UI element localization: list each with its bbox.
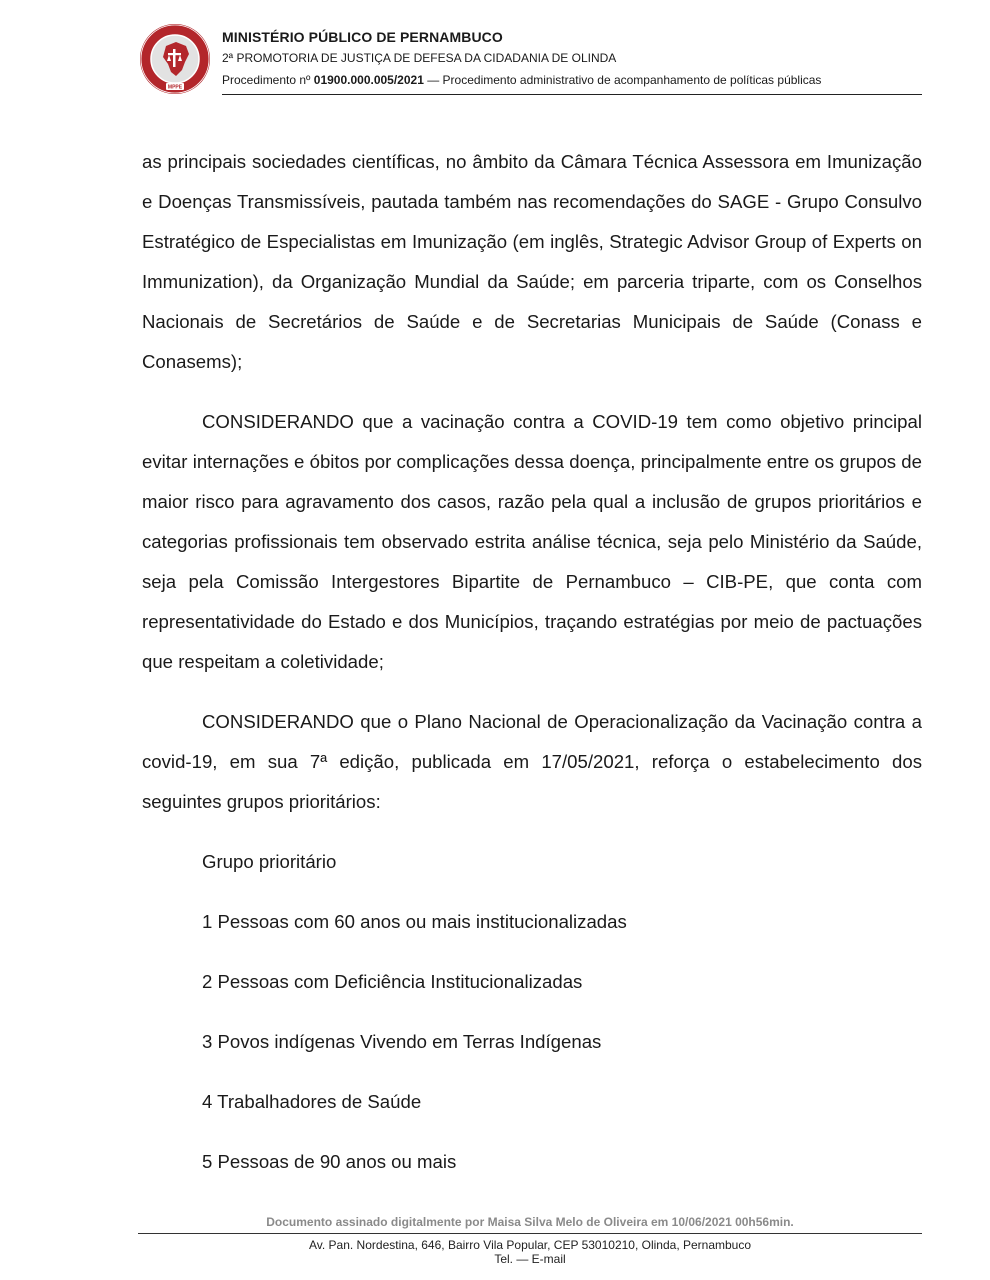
paragraph-continuation: as principais sociedades científicas, no âmbito da Câmara Técnica Assessora em Imunização e Doenças Transmissíveis, pautada também nas recomendações do SAGE - Grupo Consulvo Estratégico de Especialistas em Imunização (em inglês, Strategic Advisor Group of Experts on Immunization), da Organização Mundial da Saúde; em parceria triparte, com os Conselhos Nacionais de Secretários de Saúde e de Secretarias Municipais de Saúde (Conass e Conasems);	[142, 151, 922, 372]
department-name: 2ª PROMOTORIA DE JUSTIÇA DE DEFESA DA CIDADANIA DE OLINDA	[222, 51, 617, 65]
header-divider	[222, 94, 922, 95]
organization-name: MINISTÉRIO PÚBLICO DE PERNAMBUCO	[222, 29, 503, 45]
list-title: Grupo prioritário	[202, 851, 337, 872]
footer-contact: Tel. — E-mail	[494, 1252, 566, 1266]
paragraph-considerando-2: CONSIDERANDO que o Plano Nacional de Operacionalização da Vacinação contra a covid-19, em sua 7ª edição, publicada em 17/05/2021, reforça o estabelecimento dos seguintes grupos prioritários:	[142, 711, 922, 812]
list-item: 4 Trabalhadores de Saúde	[202, 1091, 422, 1112]
procedure-number: 01900.000.005/2021	[313, 73, 424, 87]
footer-address-block	[138, 1238, 922, 1266]
list-item: 5 Pessoas de 90 anos ou mais	[202, 1151, 457, 1172]
list-item: 1 Pessoas com 60 anos ou mais institucionalizadas	[202, 911, 627, 932]
list-item: 3 Povos indígenas Vivendo em Terras Indígenas	[202, 1031, 602, 1052]
document-header	[138, 20, 922, 98]
procedure-line	[222, 71, 922, 89]
digital-signature-note: Documento assinado digitalmente por Maisa Silva Melo de Oliveira em 10/06/2021 00h56min.	[266, 1215, 794, 1229]
document-body	[142, 142, 922, 1202]
procedure-prefix: Procedimento nº	[222, 73, 314, 87]
paragraph-considerando-1: CONSIDERANDO que a vacinação contra a COVID-19 tem como objetivo principal evitar internações e óbitos por complicações dessa doença, principalmente entre os grupos de maior risco para agravamento dos casos, razão pela qual a inclusão de grupos prioritários e categorias profissionais tem observado estrita análise técnica, seja pelo Ministério da Saúde, seja pela Comissão Intergestores Bipartite de Pernambuco – CIB-PE, que conta com representatividade do Estado e dos Municípios, traçando estratégias por meio de pactuações que respeitam a coletividade;	[142, 411, 922, 672]
footer-address: Av. Pan. Nordestina, 646, Bairro Vila Popular, CEP 53010210, Olinda, Pernambuco	[308, 1238, 752, 1252]
mppe-seal-logo	[138, 22, 212, 96]
procedure-description: — Procedimento administrativo de acompanhamento de políticas públicas	[423, 73, 822, 87]
seal-bottom-text: MPPE	[167, 84, 183, 91]
list-item: 2 Pessoas com Deficiência Institucionalizadas	[202, 971, 583, 992]
footer-divider	[138, 1233, 922, 1234]
priority-group-list	[142, 842, 922, 1182]
